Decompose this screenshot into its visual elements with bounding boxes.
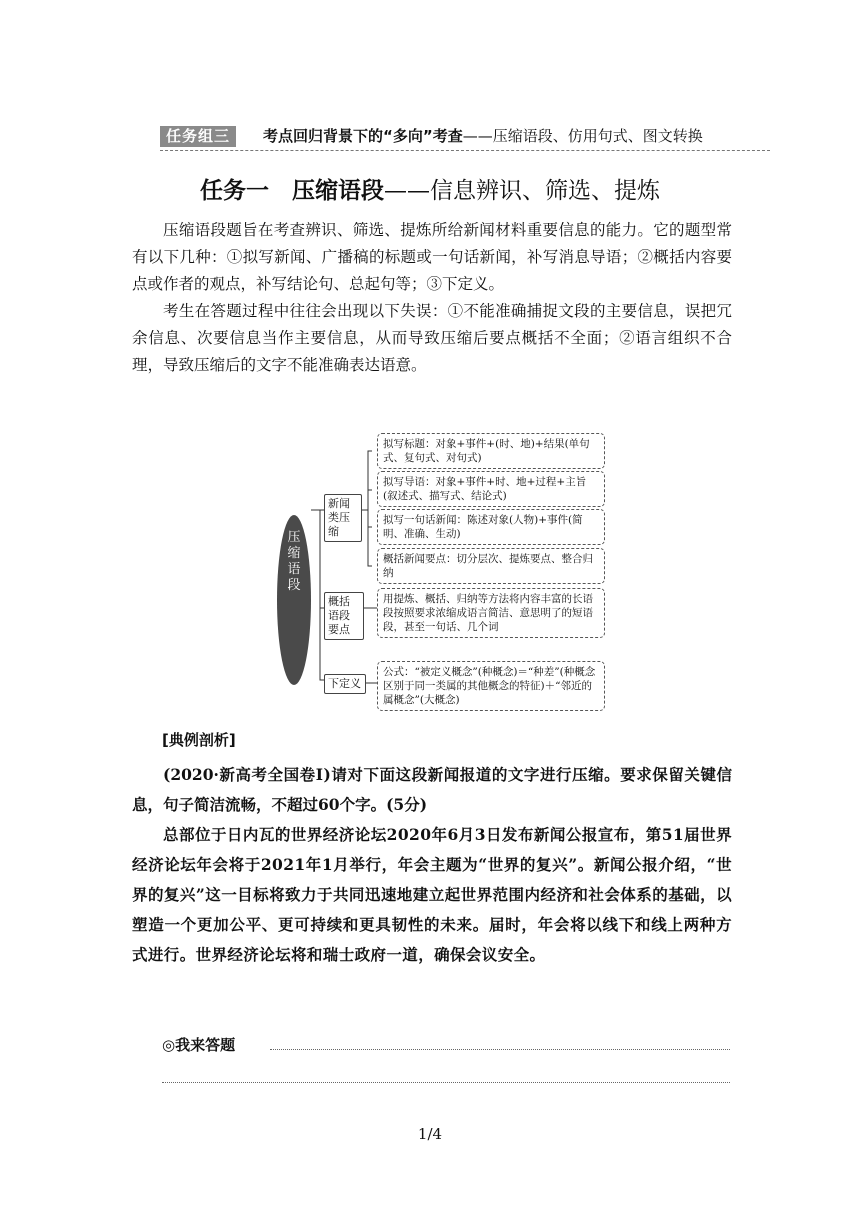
section-title-main: 考点回归背景下的“多向”考查: [263, 127, 463, 145]
example-question: (2020·新高考全国卷Ⅰ)请对下面这段新闻报道的文字进行压缩。要求保留关键信息，句子简洁流畅，不超过60个字。(5分): [132, 765, 732, 814]
branch-news: 新闻类压缩: [324, 494, 362, 542]
diagram-root-label: 压 缩 语 段: [287, 530, 301, 593]
compression-diagram: [276, 430, 612, 716]
task-title-main: 任务一 压缩语段: [200, 178, 384, 204]
leaf-headline: 拟写标题：对象+事件+(时、地)+结果(单句式、复句式、对句式): [377, 433, 605, 469]
example-passage: 总部位于日内瓦的世界经济论坛2020年6月3日发布新闻公报宣布，第51届世界经济论坛年会将于2021年1月举行，年会主题为“世界的复兴”。新闻公报介绍，“世界的复兴”这一目标将致力于共同迅速地建立起世界范围内经济和社会体系的基础，以塑造一个更加公平、更可持续和更具韧性的未来。届时，年会将以线下和线上两种方式进行。世界经济论坛将和瑞士政府一道，确保会议安全。: [132, 825, 732, 964]
page-number: 1/4: [417, 1125, 443, 1143]
leaf-lead: 拟写导语：对象+事件+时、地+过程+主旨(叙述式、描写式、结论式): [377, 471, 605, 507]
leaf-key-points: 概括新闻要点：切分层次、提炼要点、整合归纳: [377, 548, 605, 584]
answer-line-2[interactable]: [162, 1082, 730, 1083]
branch-summary: 概括语段要点: [324, 592, 364, 640]
task-title-sub: ——信息辨识、筛选、提炼: [384, 178, 660, 204]
branch-definition: 下定义: [324, 674, 366, 694]
section-title: [263, 126, 703, 147]
leaf-one-sentence: 拟写一句话新闻：陈述对象(人物)+事件(简明、准确、生动): [377, 509, 605, 545]
intro-paragraph-2: 考生在答题过程中往往会出现以下失误：①不能准确捕捉文段的主要信息，误把冗余信息、次要信息当作主要信息，从而导致压缩后要点概括不全面；②语言组织不合理，导致压缩后的文字不能准确表达语意。: [132, 302, 732, 374]
example-heading: [典例剖析]: [162, 731, 236, 749]
intro-paragraph-1: 压缩语段题旨在考查辨识、筛选、提炼所给新闻材料重要信息的能力。它的题型常有以下几种：①拟写新闻、广播稿的标题或一句话新闻，补写消息导语；②概括内容要点或作者的观点，补写结论句、总起句等；③下定义。: [132, 221, 732, 293]
task-title: [0, 176, 860, 206]
task-group-tag: 任务组三: [160, 126, 236, 147]
section-header: [160, 124, 770, 151]
answer-line-1[interactable]: [270, 1049, 730, 1050]
example-body: [132, 760, 732, 970]
section-title-sub: ——压缩语段、仿用句式、图文转换: [462, 127, 703, 145]
intro-text: [132, 217, 732, 379]
leaf-definition-formula: 公式：“被定义概念”(种概念)＝“种差”(种概念区别于同一类属的其他概念的特征)＋“邻近的属概念”(大概念): [377, 661, 605, 711]
leaf-summarize: 用提炼、概括、归纳等方法将内容丰富的长语段按照要求浓缩成语言简洁、意思明了的短语段，甚至一句话、几个词: [377, 588, 605, 638]
answer-label: ◎我来答题: [162, 1036, 236, 1054]
